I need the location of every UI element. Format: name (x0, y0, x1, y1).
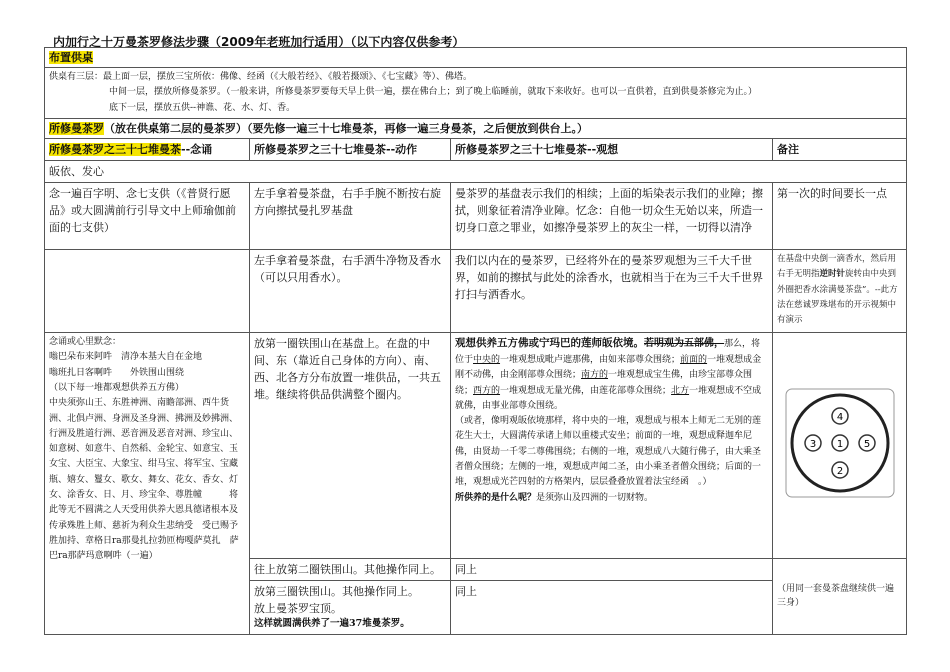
pile-label: 2 (836, 466, 843, 478)
row4-notes (773, 333, 907, 559)
altar-description: 供桌有三层：最上面一层，摆放三宝所依：佛像、经函（《大般若经》、《般若摄颂》、《七宝藏》等）、佛塔。 中间一层，摆放所修曼茶罗。（一般来讲，所修曼茶罗要每天早上供一遍，摆在佛台上；到了晚上临睡前，就取下来收好。也可以一直供着，直到供曼茶修完为止。） 底下一层，摆放五供--神谯、花、水、灯、香。 (45, 68, 907, 119)
pile-label: 1 (836, 439, 843, 451)
row3-notes: 在基盘中央倒一滴香水，然后用右手无明指逆时针旋转由中央到外圈把香水涂满曼茶盘”。--此方法在慈诚罗珠堪布的开示视频中有演示 (773, 250, 907, 333)
row3-recitation (45, 250, 250, 333)
header-recitation: 所修曼茶罗之三十七堆曼茶--念诵 (45, 138, 250, 160)
row2-notes: 第一次的时间要长一点 (773, 183, 907, 250)
header-action: 所修曼茶罗之三十七堆曼茶--动作 (250, 138, 451, 160)
document-title: 内加行之十万曼茶罗修法步骤（2009年老班加行适用）（以下内容仅供参考） (53, 35, 465, 49)
row-refuge: 皈依、发心 (45, 161, 907, 183)
row4-action: 放第一圈铁围山在基盘上。在盘的中间、东（靠近自己身体的方向）、南、西、北各方分布放置一堆供品，一共五堆。继续将供品供满整个圈内。 (250, 333, 451, 559)
practice-table (44, 47, 907, 635)
row3-visualization: 我们以内在的曼茶罗，已经将外在的曼茶罗观想为三千大千世界，如前的擦拭与此处的涂香水，也就相当于在为三千大千世界打扫与洒香水。 (451, 250, 773, 333)
section-title-altar: 布置供桌 (45, 48, 907, 68)
row6-notes: （用同一套曼茶盘继续供一遍三身） (773, 559, 907, 635)
row2-recitation: 念一遍百字明、念七支供（《普贤行愿品》或大圆满前行引导文中上师瑜伽前面的七支供） (45, 183, 250, 250)
row6-visualization: 同上 (451, 581, 773, 635)
header-visualization: 所修曼茶罗之三十七堆曼茶--观想 (451, 138, 773, 160)
row5-visualization: 同上 (451, 559, 773, 581)
pile-label: 4 (836, 412, 843, 424)
header-notes: 备注 (773, 138, 907, 160)
mandala-diagram (785, 388, 895, 498)
row2-action: 左手拿着曼茶盘，右手手腕不断按右旋方向擦拭曼扎罗基盘 (250, 183, 451, 250)
row2-visualization: 曼茶罗的基盘表示我们的相续；上面的垢染表示我们的业障；擦拭，则象征着清净业障。忆念：自他一切众生无始以来，所造一切身口意之罪业，如擦净曼茶罗上的灰尘一样，一切得以清净 (451, 183, 773, 250)
pile-label: 5 (863, 439, 870, 451)
row3-action: 左手拿着曼茶盘，右手洒牛净物及香水（可以只用香水）。 (250, 250, 451, 333)
row4-visualization: 观想供养五方佛或宁玛巴的莲师皈依境。若明观为五部佛，那么，将位于中央的一堆观想成毗卢遮那佛，由如来部尊众围绕；前面的一堆观想成金刚不动佛，由金刚部尊众围绕；南方的一堆观想成宝生佛，由珍宝部尊众围绕；西方的一堆观想成无量光佛，由莲花部尊众围绕；北方一堆观想成不空成就佛，由事业部尊众围绕。 （或者，像明观皈依境那样，将中央的一堆，观想成与根本上师无二无别的莲花生大士，大圆满传承诸上师以重楼式安坐；前面的一堆，观想成释迦牟尼佛，由贤劫一千零二尊佛围绕；右侧的一堆，观想成八大随行佛子，由大乘圣者僧众围绕；左侧的一堆，观想成声闻二圣，由小乘圣者僧众围绕；后面的一堆，观想成光芒四射的方格架内，层层叠叠放置着法宝经函 。） 所供养的是什么呢？是须弥山及四洲的一切财物。 (451, 333, 773, 559)
row4-recitation: 念诵或心里默念： 嗡巴朵布来阿吽 清净本基大自在金地 嗡班扎日客啊吽 外铁围山围绕 （以下每一堆都观想供养五方佛） 中央须弥山王、东胜神洲、南瞻部洲、西牛货洲、北俱卢洲、身洲及圣身洲、拂洲及妙拂洲、行洲及胜道行洲、恶音洲及恶音对洲、珍宝山、如意树、如意牛、自然稻、金轮宝、如意宝、玉女宝、大臣宝、大象宝、绀马宝、将军宝、宝藏瓶、嬉女、鬘女、歌女、舞女、花女、香女、灯女、涂香女、日、月、珍宝伞、尊胜幢 将此等无不圆满之人天受用供养大恩具德诸根本及传承殊胜上师、慈祈为利众生悲纳受 受已赐予胜加持、章格日ra那曼扎拉勃匝梅嘎萨莫扎 萨巴ra那萨玛意啊吽（一遍） (45, 333, 250, 635)
row6-action: 放第三圈铁围山。其他操作同上。 放上曼茶罗宝顶。 这样就圆满供养了一遍37堆曼茶罗。 (250, 581, 451, 635)
section-title-mandala: 所修曼茶罗（放在供桌第二层的曼茶罗）（要先修一遍三十七堆曼茶，再修一遍三身曼茶，之后便放到供台上。） (45, 118, 907, 138)
pile-label: 3 (809, 439, 816, 451)
row5-action: 往上放第二圈铁围山。其他操作同上。 (250, 559, 451, 581)
